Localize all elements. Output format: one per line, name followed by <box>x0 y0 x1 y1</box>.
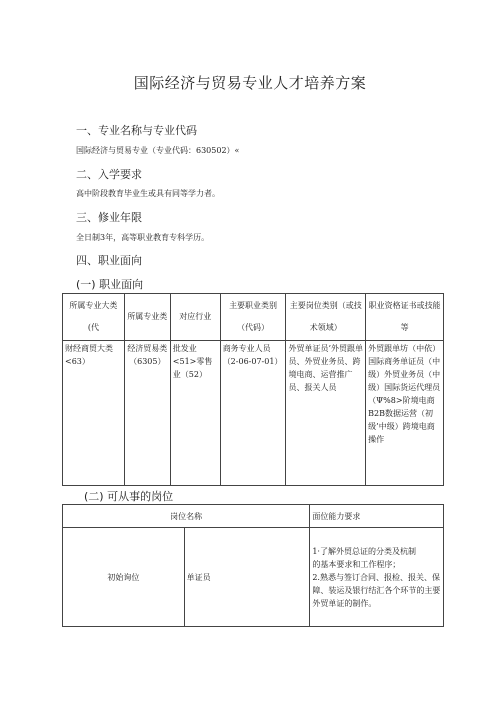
table-header-row <box>63 505 444 528</box>
section-heading-1: 一、专业名称与专业代码 <box>76 124 197 137</box>
section-heading-3: 三、修业年限 <box>76 211 142 224</box>
table-row <box>63 341 444 486</box>
table-cell: 商务专业人员（2-06-07-01） <box>220 341 286 486</box>
table-cell: 单证员 <box>184 528 310 627</box>
document-title: 国际经济与贸易专业人才培养方案 <box>133 74 367 92</box>
section-text-3: 全日制3年，高等职业教育专科学历。 <box>76 233 210 242</box>
table-cell: 外贸单证员’外贸跟单员、外贸业务员、跨境电商、运营推广员、报关人员 <box>286 341 366 486</box>
section-text-1: 国际经济与贸易专业（专业代码：630502）« <box>76 146 240 155</box>
section-heading-4: 四、职业面向 <box>76 254 142 267</box>
requirement-line: 1·了解外贸总证的分类及杭制 <box>312 546 416 556</box>
subsection-available-positions: (二) 可从事的岗位 <box>84 490 174 503</box>
requirement-line: 2.熟悉与签订合同、报检、报关、保障、装运及银行结汇各个环节的主要外贸单证的制作。 <box>312 572 441 608</box>
section-heading-2: 二、入学要求 <box>76 168 142 181</box>
career-orientation-table <box>62 293 444 486</box>
header-cell: 所属专业类 <box>124 294 170 341</box>
header-cell: 岗位名称 <box>63 505 310 528</box>
requirements-cell <box>310 528 444 627</box>
table-cell: 财经商贸大类<63） <box>63 341 125 486</box>
table-row <box>63 528 444 627</box>
table-cell: 批发业<51>零售业（52） <box>170 341 220 486</box>
header-cell: 所属专业大类(代 <box>63 294 125 341</box>
table-cell: 初始询位 <box>63 528 185 627</box>
section-text-2: 高中阶段教育毕业生或具有同等学力者。 <box>76 189 220 198</box>
header-cell: 主要岗位类别（或技术领域） <box>286 294 366 341</box>
header-cell: 职业资格证书或技能等 <box>366 294 444 341</box>
table-cell: 外贸跟单坊（中依）国际商务单证员（中级）外贸业务员（中级）国际货运代理员（Ψ%8>阶境电商B2B数据运营（初级’中级）跨境电商操作 <box>366 341 444 486</box>
header-cell: 面位能力要求 <box>310 505 444 528</box>
table-header-row <box>63 294 444 341</box>
header-cell: 主要职业类别（代码） <box>220 294 286 341</box>
subsection-career-orientation: (一) 职业面向 <box>76 278 144 291</box>
positions-table <box>62 504 444 627</box>
table-cell: 经济贸易类（6305） <box>124 341 170 486</box>
requirement-line: 的基本要求和工作程序； <box>312 559 401 569</box>
header-cell: 对应行业 <box>170 294 220 341</box>
